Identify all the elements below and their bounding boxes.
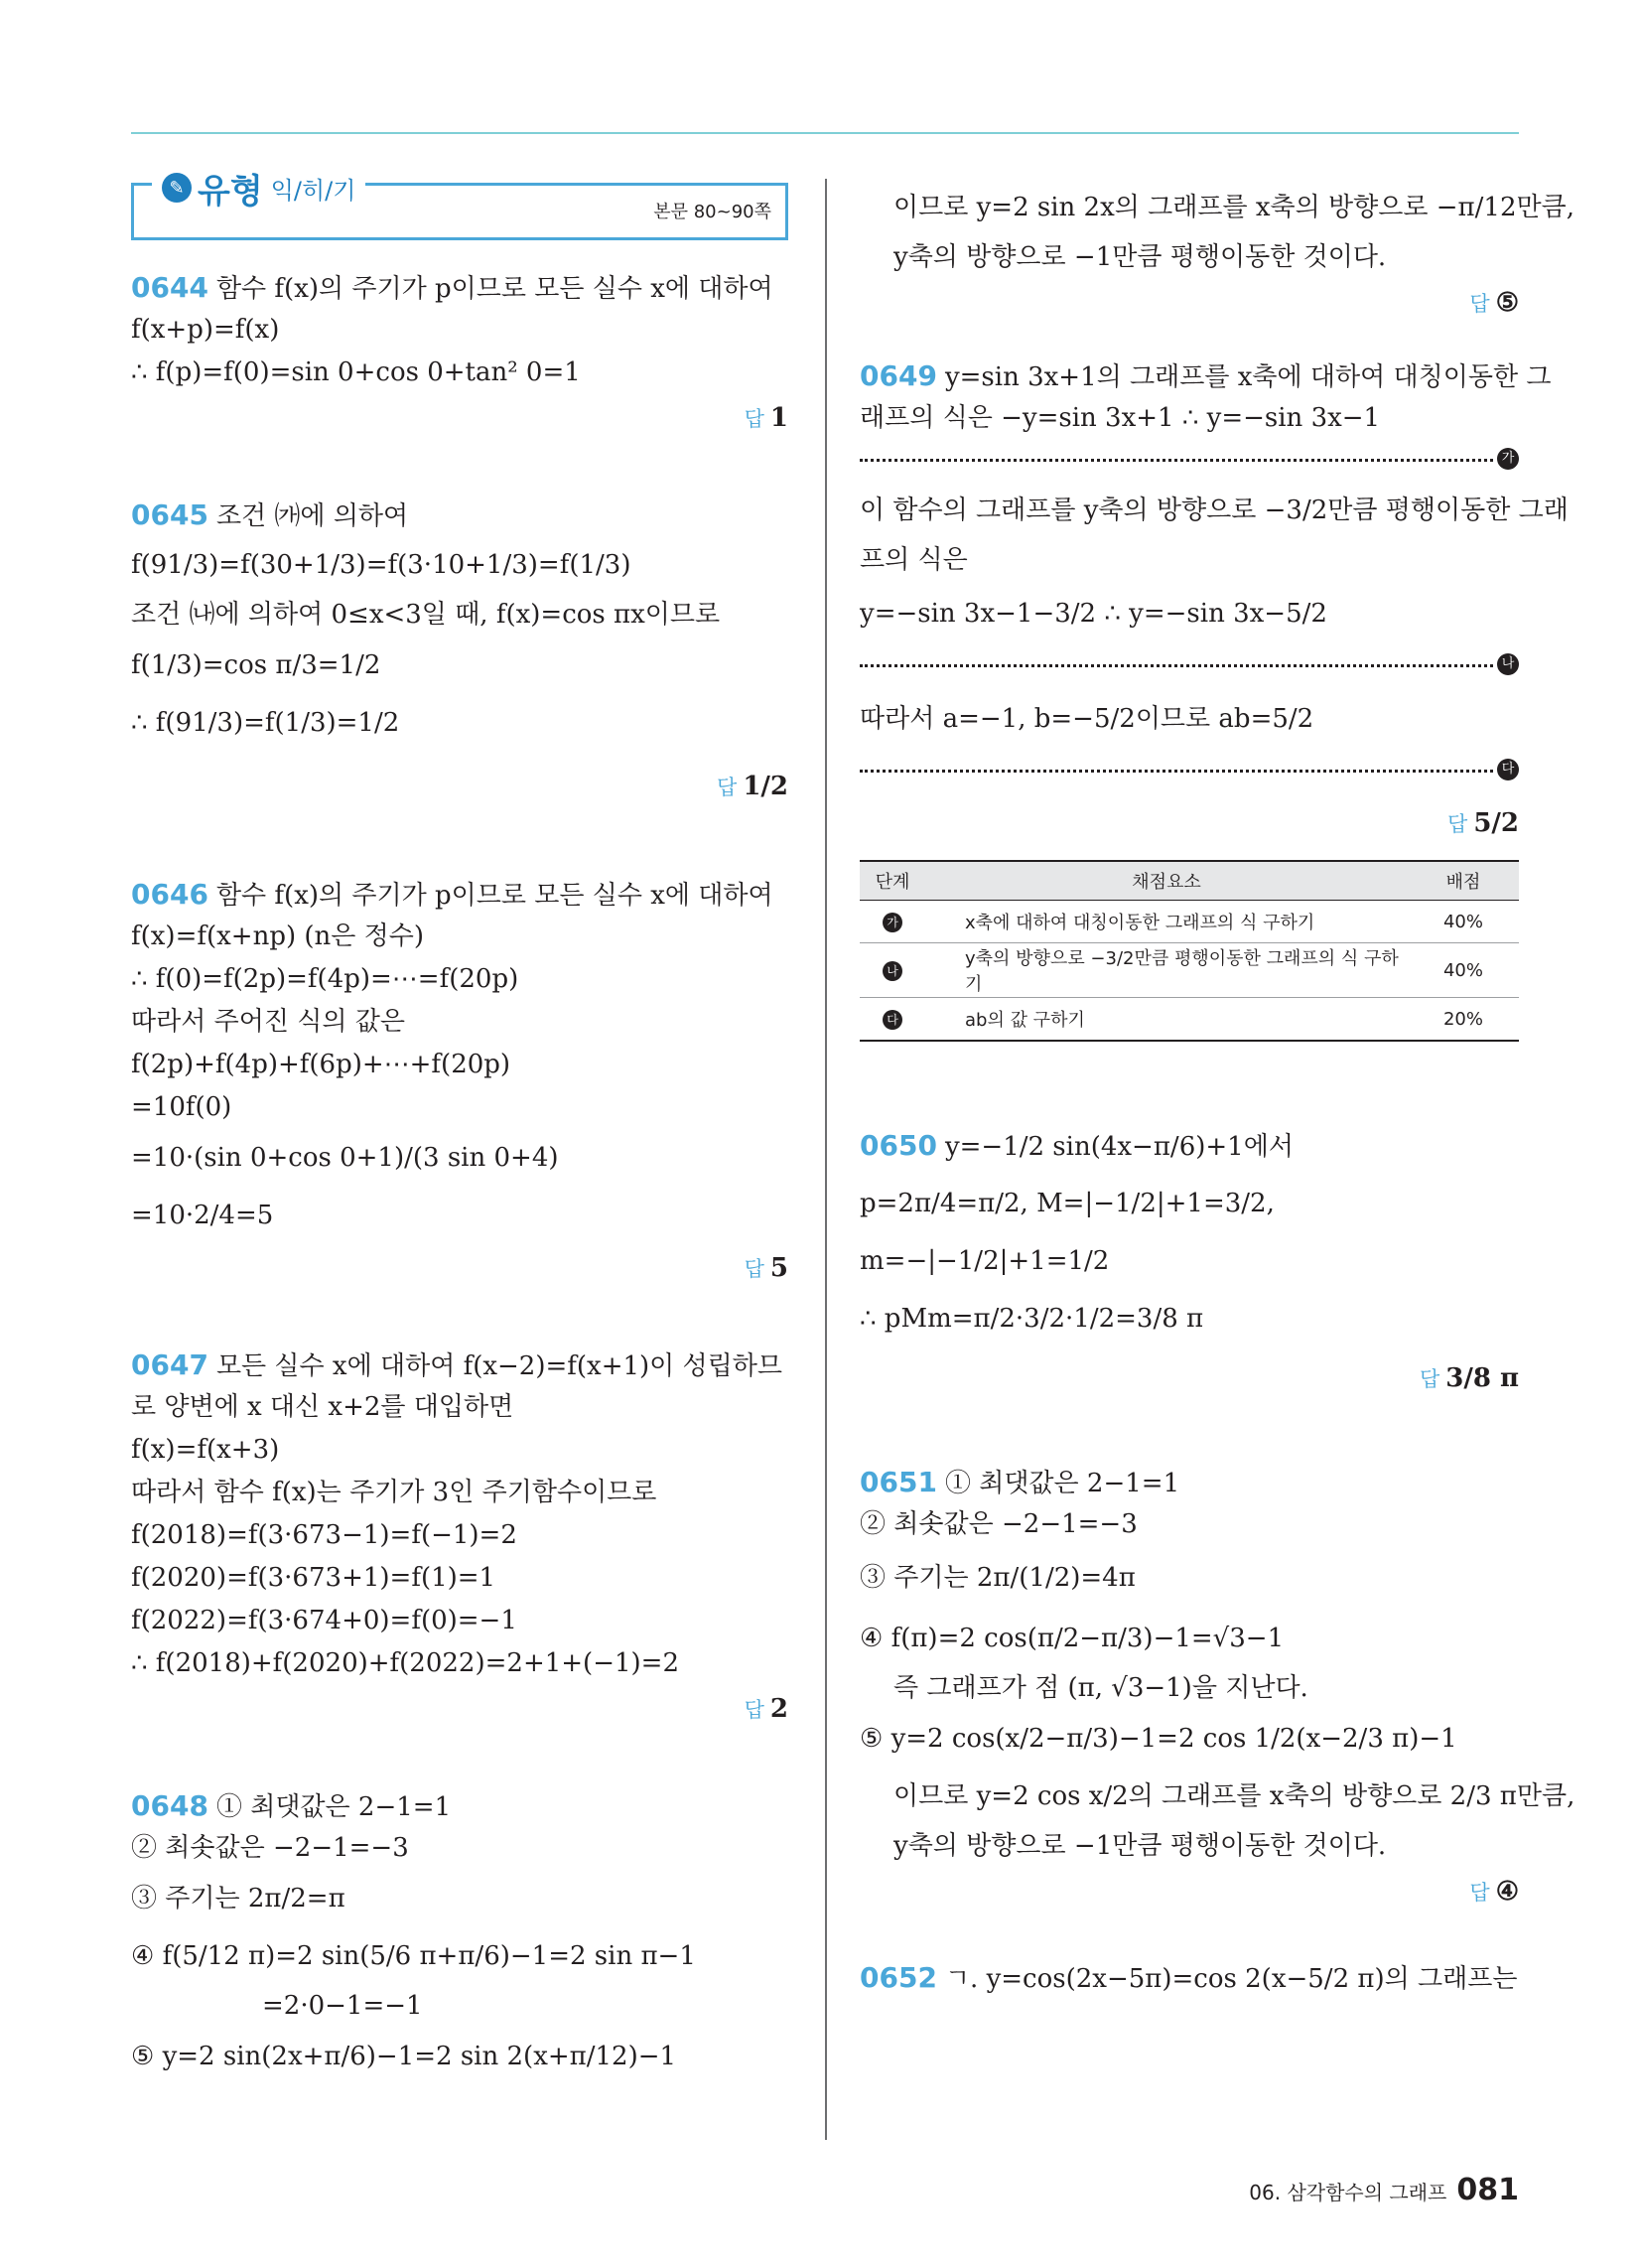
right-column xyxy=(860,179,1575,2007)
section-title xyxy=(152,164,365,212)
solution-line: ① 최댓값은 2−1=1 xyxy=(944,1469,1180,1498)
left-column xyxy=(131,171,788,2085)
table-header: 배점 xyxy=(1408,861,1519,901)
problem-0645 xyxy=(131,494,788,821)
solution-line: 래프의 식은 −y=sin 3x+1 ∴ y=−sin 3x−1 xyxy=(860,403,1381,433)
pencil-note-icon: ✎ xyxy=(162,173,192,203)
problem-0652 xyxy=(860,1949,1519,2007)
section-title-main: 유형 xyxy=(198,171,263,212)
table-cell: x축에 대하여 대칭이동한 그래프의 식 구하기 xyxy=(925,901,1408,943)
solution-line: 프의 식은 xyxy=(860,545,968,575)
answer xyxy=(860,279,1519,327)
solution-line: ⑤ y=2 sin(2x+π/6)−1=2 sin 2(x+π/12)−1 xyxy=(131,2042,677,2071)
problem-number: 0649 xyxy=(860,359,937,392)
step-marker: 가 xyxy=(1497,448,1519,470)
answer-label: 답 xyxy=(1469,1881,1490,1905)
solution-line: 조건 ㈎에 의하여 xyxy=(215,501,409,531)
table-header: 채점요소 xyxy=(925,861,1408,901)
answer-value: 5/2 xyxy=(1473,808,1519,838)
step-marker: 다 xyxy=(1497,759,1519,780)
step-marker: 다 xyxy=(883,1010,902,1030)
solution-line: ㄱ. y=cos(2x−5π)=cos 2(x−5/2 π)의 그래프는 xyxy=(944,1964,1518,1994)
solution-line: 따라서 함수 f(x)는 주기가 3인 주기함수이므로 xyxy=(131,1478,657,1507)
answer-value: 1 xyxy=(769,403,788,433)
answer-value: 2 xyxy=(769,1694,788,1724)
section-title-sub: 익/히/기 xyxy=(270,176,356,205)
answer xyxy=(860,792,1519,854)
table-cell: y축의 방향으로 −3/2만큼 평행이동한 그래프의 식 구하기 xyxy=(925,943,1408,998)
answer-value: ⑤ xyxy=(1495,288,1519,318)
answer xyxy=(860,1868,1519,1915)
solution-line: 함수 f(x)의 주기가 p이므로 모든 실수 x에 대하여 xyxy=(215,881,773,911)
solution-line: ③ 주기는 2π/(1/2)=4π xyxy=(860,1563,1136,1593)
solution-line: f(2022)=f(3·674+0)=f(0)=−1 xyxy=(131,1606,517,1635)
solution-line: 로 양변에 x 대신 x+2를 대입하면 xyxy=(131,1392,514,1422)
answer-label: 답 xyxy=(1447,812,1468,836)
step-separator xyxy=(860,448,1519,472)
problem-number: 0644 xyxy=(131,271,208,304)
solution-line: 이므로 y=2 sin 2x의 그래프를 x축의 방향으로 −π/12만큼, xyxy=(893,193,1574,222)
problem-number: 0650 xyxy=(860,1129,937,1162)
section-header xyxy=(131,171,788,240)
solution-line: p=2π/4=π/2, M=|−1/2|+1=3/2, xyxy=(860,1189,1275,1218)
solution-line: ⑤ y=2 cos(x/2−π/3)−1=2 cos 1/2(x−2/3 π)−1 xyxy=(860,1724,1457,1754)
answer-label: 답 xyxy=(1419,1367,1440,1391)
solution-line: f(x+p)=f(x) xyxy=(131,315,280,345)
table-header: 단계 xyxy=(860,861,925,901)
solution-line: ∴ f(2018)+f(2020)+f(2022)=2+1+(−1)=2 xyxy=(131,1648,679,1678)
problem-number: 0648 xyxy=(131,1789,208,1822)
problem-number: 0646 xyxy=(131,878,208,911)
step-marker: 가 xyxy=(883,913,902,932)
solution-line: 이 함수의 그래프를 y축의 방향으로 −3/2만큼 평행이동한 그래 xyxy=(860,496,1569,525)
solution-line: =2·0−1=−1 xyxy=(262,1991,423,2021)
problem-0647 xyxy=(131,1344,788,1733)
solution-line: 조건 ㈏에 의하여 0≤x<3일 때, f(x)=cos πx이므로 xyxy=(131,600,721,630)
solution-line: ④ f(5/12 π)=2 sin(5/6 π+π/6)−1=2 sin π−1 xyxy=(131,1941,696,1971)
solution-line: y=sin 3x+1의 그래프를 x축에 대하여 대칭이동한 그 xyxy=(944,362,1552,392)
solution-line: y축의 방향으로 −1만큼 평행이동한 것이다. xyxy=(893,242,1387,272)
answer xyxy=(131,752,788,821)
table-cell: 40% xyxy=(1408,901,1519,943)
solution-line: ④ f(π)=2 cos(π/2−π/3)−1=√3−1 xyxy=(860,1624,1285,1653)
solution-line: y축의 방향으로 −1만큼 평행이동한 것이다. xyxy=(893,1831,1387,1861)
problem-0649 xyxy=(860,354,1569,1042)
solution-line: ∴ f(91/3)=f(1/3)=1/2 xyxy=(131,708,400,738)
solution-line: ① 최댓값은 2−1=1 xyxy=(215,1792,452,1822)
problem-0648-continued xyxy=(860,179,1574,327)
solution-line: 함수 f(x)의 주기가 p이므로 모든 실수 x에 대하여 xyxy=(215,274,773,304)
answer-value: 5 xyxy=(769,1253,788,1283)
table-row xyxy=(860,943,1519,998)
grading-table xyxy=(860,860,1519,1042)
page-footer xyxy=(1249,2173,1519,2207)
table-cell: 40% xyxy=(1408,943,1519,998)
solution-line: m=−|−1/2|+1=1/2 xyxy=(860,1246,1110,1276)
answer-value: 3/8 π xyxy=(1445,1363,1519,1393)
solution-line: f(2020)=f(3·673+1)=f(1)=1 xyxy=(131,1563,496,1593)
answer xyxy=(131,1244,788,1292)
solution-line: f(2p)+f(4p)+f(6p)+⋯+f(20p) xyxy=(131,1050,511,1079)
solution-line: =10f(0) xyxy=(131,1092,232,1122)
solution-line: 즉 그래프가 점 (π, √3−1)을 지난다. xyxy=(893,1673,1308,1703)
answer-label: 답 xyxy=(717,776,738,799)
solution-line: ② 최솟값은 −2−1=−3 xyxy=(131,1833,409,1863)
solution-line: =10·(sin 0+cos 0+1)/(3 sin 0+4) xyxy=(131,1143,559,1173)
problem-number: 0651 xyxy=(860,1466,937,1498)
solution-line: f(91/3)=f(30+1/3)=f(3·10+1/3)=f(1/3) xyxy=(131,550,631,580)
solution-line: ∴ f(p)=f(0)=sin 0+cos 0+tan² 0=1 xyxy=(131,357,581,387)
solution-line: f(x)=f(x+3) xyxy=(131,1435,280,1465)
top-rule xyxy=(131,132,1519,134)
solution-line: 모든 실수 x에 대하여 f(x−2)=f(x+1)이 성립하므 xyxy=(215,1351,783,1381)
solution-line: 따라서 a=−1, b=−5/2이므로 ab=5/2 xyxy=(860,704,1314,734)
problem-number: 0652 xyxy=(860,1961,937,1994)
answer-label: 답 xyxy=(1469,292,1490,316)
problem-number: 0645 xyxy=(131,498,208,531)
answer-value: 1/2 xyxy=(743,772,788,801)
solution-line: y=−1/2 sin(4x−π/6)+1에서 xyxy=(944,1132,1294,1162)
step-marker: 나 xyxy=(1497,653,1519,675)
solution-line: f(x)=f(x+np) (n은 정수) xyxy=(131,921,425,951)
solution-line: f(2018)=f(3·673−1)=f(−1)=2 xyxy=(131,1520,517,1550)
column-divider xyxy=(825,179,827,2140)
solution-line: 이므로 y=2 cos x/2의 그래프를 x축의 방향으로 2/3 π만큼, xyxy=(893,1781,1575,1811)
solution-line: ∴ pMm=π/2·3/2·1/2=3/8 π xyxy=(860,1304,1204,1334)
chapter-title: 06. 삼각함수의 그래프 xyxy=(1249,2181,1447,2204)
answer xyxy=(131,1685,788,1733)
answer xyxy=(131,394,788,442)
problem-number: 0647 xyxy=(131,1348,208,1381)
answer xyxy=(860,1347,1519,1409)
solution-line: y=−sin 3x−1−3/2 ∴ y=−sin 3x−5/2 xyxy=(860,599,1327,629)
table-row xyxy=(860,901,1519,943)
solution-line: 따라서 주어진 식의 값은 xyxy=(131,1007,405,1037)
solution-line: ∴ f(0)=f(2p)=f(4p)=⋯=f(20p) xyxy=(131,964,519,994)
step-separator xyxy=(860,653,1519,677)
problem-0651 xyxy=(860,1461,1575,1915)
page-number: 081 xyxy=(1456,2173,1519,2207)
solution-line: =10·2/4=5 xyxy=(131,1201,274,1230)
table-row xyxy=(860,998,1519,1042)
step-marker: 나 xyxy=(883,961,902,981)
problem-0646 xyxy=(131,873,788,1292)
answer-label: 답 xyxy=(744,1257,764,1281)
step-separator xyxy=(860,759,1519,782)
answer-label: 답 xyxy=(744,1698,764,1722)
problem-0650 xyxy=(860,1117,1519,1409)
table-cell: 20% xyxy=(1408,998,1519,1042)
table-cell: ab의 값 구하기 xyxy=(925,998,1408,1042)
problem-0648 xyxy=(131,1784,788,2085)
solution-line: ③ 주기는 2π/2=π xyxy=(131,1884,345,1914)
solution-line: f(1/3)=cos π/3=1/2 xyxy=(131,650,381,680)
answer-value: ④ xyxy=(1495,1877,1519,1907)
solution-line: ② 최솟값은 −2−1=−3 xyxy=(860,1509,1138,1539)
problem-0644 xyxy=(131,266,788,442)
page-reference: 본문 80~90쪽 xyxy=(653,202,771,222)
answer-label: 답 xyxy=(744,407,764,431)
